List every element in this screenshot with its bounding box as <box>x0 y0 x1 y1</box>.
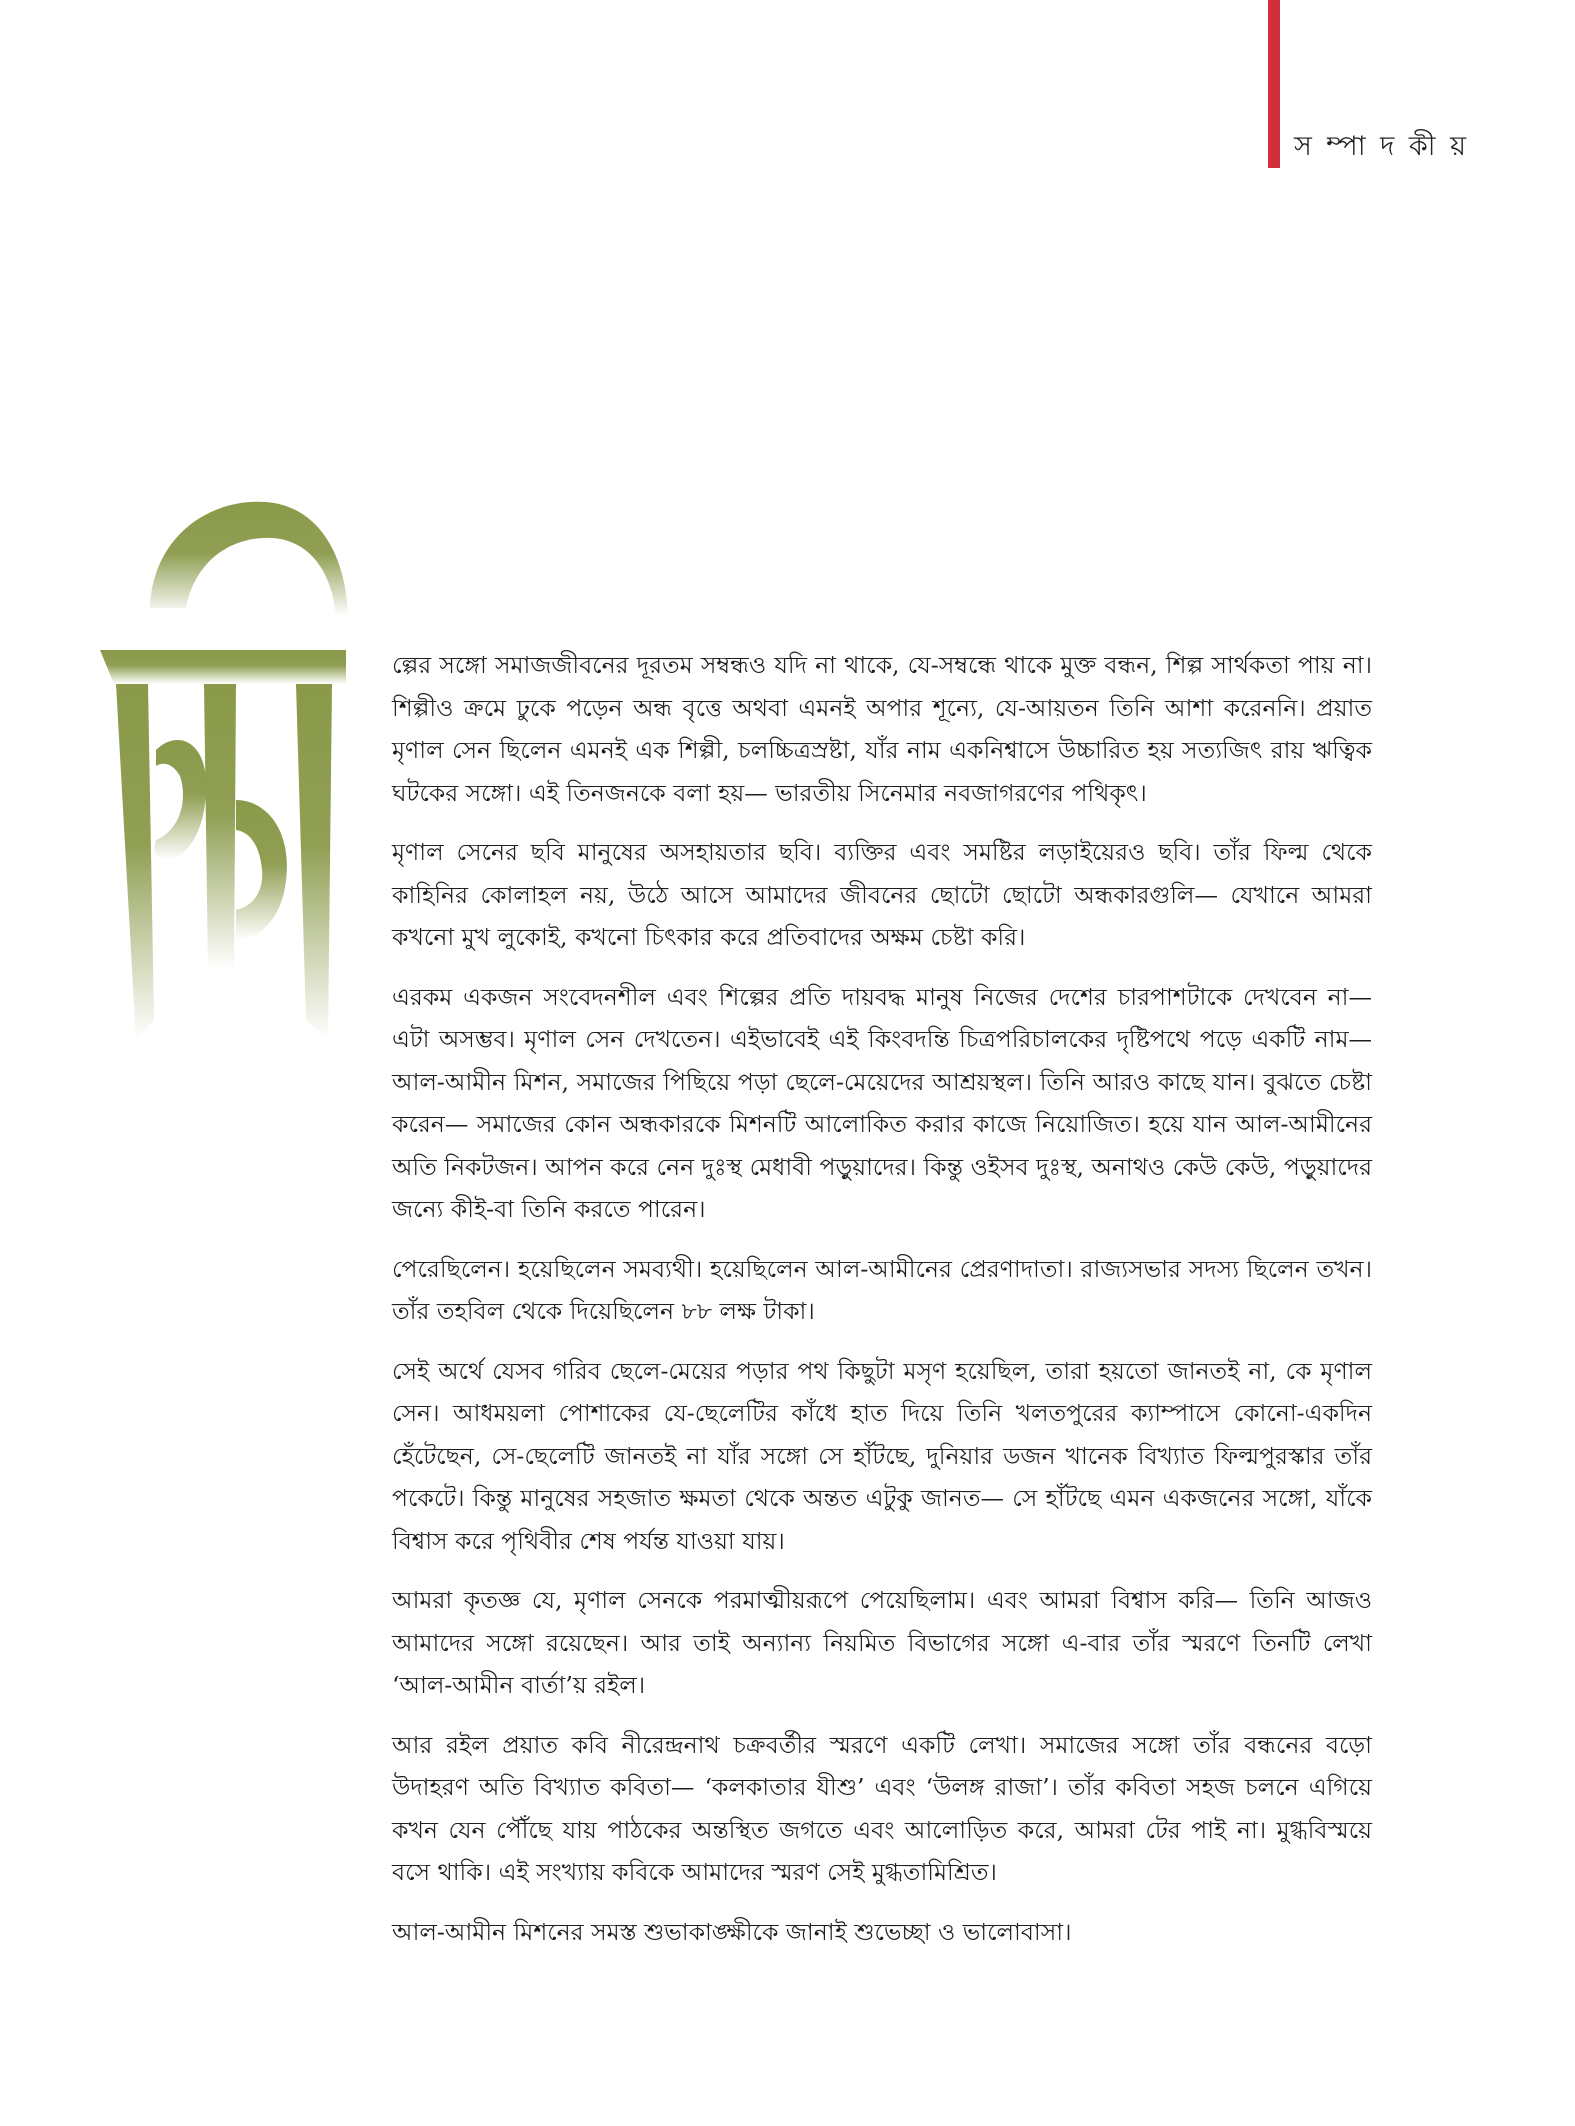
dropcap-letter <box>96 500 356 1040</box>
paragraph: আমরা কৃতজ্ঞ যে, মৃণাল সেনকে পরমাত্মীয়রূপে পেয়েছিলাম। এবং আমরা বিশ্বাস করি— তিনি আজও আমাদের সঙ্গো রয়েছেন। আর তাই অন্যান্য নিয়মিত বিভাগের সঙ্গো এ-বার তাঁর স্মরণে তিনটি লেখা ‘আল-আমীন বার্তা’য় রইল। <box>392 1586 1372 1699</box>
paragraph: এরকম একজন সংবেদনশীল এবং শিল্পের প্রতি দায়বদ্ধ মানুষ নিজের দেশের চারপাশটাকে দেখবেন না— এটা অসম্ভব। মৃণাল সেন দেখতেন। এইভাবেই এই কিংবদন্তি চিত্রপরিচালকের দৃষ্টিপথে পড়ে একটি নাম— আল-আমীন মিশন, সমাজের পিছিয়ে পড়া ছেলে-মেয়েদের আশ্রয়স্থল। তিনি আরও কাছে যান। বুঝতে চেষ্টা করেন— সমাজের কোন অন্ধকারকে মিশনটি আলোকিত করার কাজে নিয়োজিত। হয়ে যান আল-আমীনের অতি নিকটজন। আপন করে নেন দুঃস্থ মেধাবী পড়ুয়াদের। কিন্তু ওইসব দুঃস্থ, অনাথও কেউ কেউ, পড়ুয়াদের জন্যে কীই-বা তিনি করতে পারেন। <box>392 982 1372 1223</box>
paragraph: আর রইল প্রয়াত কবি নীরেন্দ্রনাথ চক্রবর্তীর স্মরণে একটি লেখা। সমাজের সঙ্গো তাঁর বন্ধনের বড়ো উদাহরণ অতি বিখ্যাত কবিতা— ‘কলকাতার যীশু’ এবং ‘উলঙ্গ রাজা’। তাঁর কবিতা সহজ চলনে এগিয়ে কখন যেন পৌঁছে যায় পাঠকের অন্তস্থিত জগতে এবং আলোড়িত করে, আমরা টের পাই না। মুগ্ধবিস্ময়ে বসে থাকি। এই সংখ্যায় কবিকে আমাদের স্মরণ সেই মুগ্ধতামিশ্রিত। <box>392 1730 1372 1886</box>
paragraph: পেরেছিলেন। হয়েছিলেন সমব্যথী। হয়েছিলেন আল-আমীনের প্রেরণাদাতা। রাজ্যসভার সদস্য ছিলেন তখন। তাঁর তহবিল থেকে দিয়েছিলেন ৮৮ লক্ষ টাকা। <box>392 1254 1372 1325</box>
section-label: স ম্পা দ কী য় <box>1294 131 1469 162</box>
paragraph: সেই অর্থে যেসব গরিব ছেলে-মেয়ের পড়ার পথ কিছুটা মসৃণ হয়েছিল, তারা হয়তো জানতই না, কে মৃণাল সেন। আধময়লা পোশাকের যে-ছেলেটির কাঁধে হাত দিয়ে তিনি খলতপুরের ক্যাম্পাসে কোনো-একদিন হেঁটেছেন, সে-ছেলেটি জানতই না যাঁর সঙ্গো সে হাঁটছে, দুনিয়ার ডজন খানেক বিখ্যাত ফিল্মপুরস্কার তাঁর পকেটে। কিন্তু মানুষের সহজাত ক্ষমতা থেকে অন্তত এটুকু জানত— সে হাঁটছে এমন একজনের সঙ্গো, যাঁকে বিশ্বাস করে পৃথিবীর শেষ পর্যন্ত যাওয়া যায়। <box>392 1356 1372 1555</box>
editorial-article <box>392 644 1372 1970</box>
paragraph: ল্পের সঙ্গো সমাজজীবনের দূরতম সম্বন্ধও যদি না থাকে, যে-সম্বন্ধে থাকে মুক্ত বন্ধন, শিল্প সার্থকতা পায় না। শিল্পীও ক্রমে ঢুকে পড়েন অন্ধ বৃত্তে অথবা এমনই অপার শূন্যে, যে-আয়তন তিনি আশা করেননি। প্রয়াত মৃণাল সেন ছিলেন এমনই এক শিল্পী, চলচ্চিত্রস্রষ্টা, যাঁর নাম একনিশ্বাসে উচ্চারিত হয় সত্যজিৎ রায় ঋত্বিক ঘটকের সঙ্গো। এই তিনজনকে বলা হয়— ভারতীয় সিনেমার নবজাগরণের পথিকৃৎ। <box>392 651 1372 807</box>
paragraph: আল-আমীন মিশনের সমস্ত শুভাকাঙ্ক্ষীকে জানাই শুভেচ্ছা ও ভালোবাসা। <box>392 1917 1072 1946</box>
red-accent-rule <box>1268 0 1280 168</box>
paragraph: মৃণাল সেনের ছবি মানুষের অসহায়তার ছবি। ব্যক্তির এবং সমষ্টির লড়াইয়েরও ছবি। তাঁর ফিল্ম থেকে কাহিনির কোলাহল নয়, উঠে আসে আমাদের জীবনের ছোটো ছোটো অন্ধকারগুলি— যেখানে আমরা কখনো মুখ লুকোই, কখনো চিৎকার করে প্রতিবাদের অক্ষম চেষ্টা করি। <box>392 838 1372 951</box>
